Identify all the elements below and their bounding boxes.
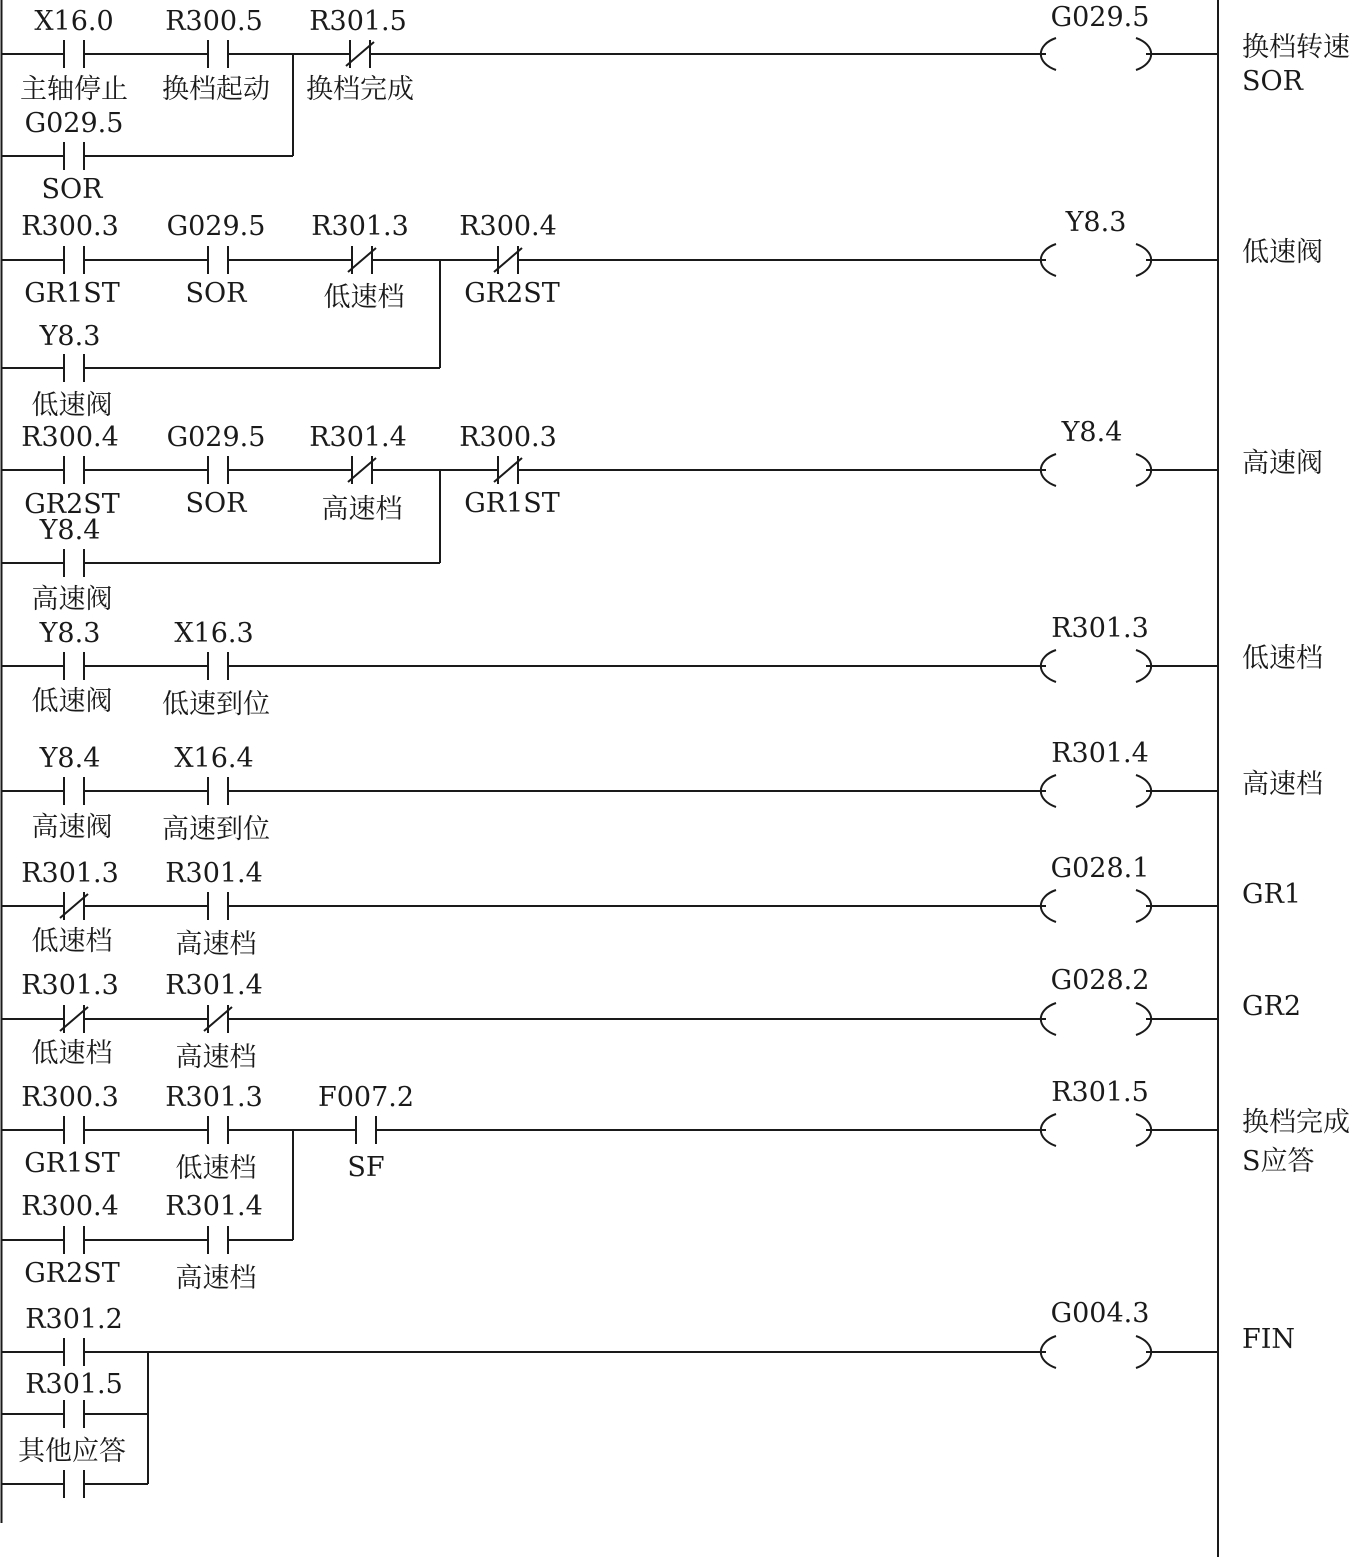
coil-address: G029.5 bbox=[1050, 2, 1150, 33]
rung-low-valve bbox=[2, 207, 1324, 421]
contact-description: GR2ST bbox=[464, 278, 560, 309]
coil bbox=[1041, 1114, 1151, 1146]
contact-description: 低速档 bbox=[323, 282, 405, 313]
coil bbox=[1041, 244, 1151, 276]
contact-address: R301.4 bbox=[165, 970, 263, 1001]
contact-address: Y8.3 bbox=[39, 321, 101, 352]
coil-address: R301.4 bbox=[1051, 738, 1149, 769]
contact-description: 低速档 bbox=[31, 926, 113, 957]
output-label: 换档转速 bbox=[1242, 32, 1350, 63]
contact-address: Y8.3 bbox=[39, 618, 101, 649]
contact-description: 低速档 bbox=[31, 1038, 113, 1069]
rung-shift-done bbox=[2, 1077, 1351, 1294]
contact-description: GR1ST bbox=[24, 278, 120, 309]
contact-no bbox=[208, 246, 228, 274]
coil-address: Y8.4 bbox=[1061, 417, 1123, 448]
contact-description: GR1ST bbox=[24, 1148, 120, 1179]
contact-no bbox=[64, 549, 84, 577]
contact-no bbox=[64, 652, 84, 680]
contact-no bbox=[208, 456, 228, 484]
contact-address: G029.5 bbox=[166, 211, 266, 242]
rung-high-valve bbox=[2, 417, 1324, 615]
contact-address: R301.3 bbox=[21, 858, 119, 889]
rung-gr2 bbox=[2, 965, 1302, 1073]
contact-no bbox=[208, 1116, 228, 1144]
coil-address: G028.1 bbox=[1050, 853, 1150, 884]
contact-address: R301.2 bbox=[25, 1304, 123, 1335]
contact-nc bbox=[494, 246, 522, 274]
contact-nc bbox=[60, 892, 88, 920]
coil bbox=[1041, 650, 1151, 682]
contact-description: GR2ST bbox=[24, 1258, 120, 1289]
coil-address: Y8.3 bbox=[1065, 207, 1127, 238]
contact-address: R300.3 bbox=[21, 211, 119, 242]
contact-description: GR1ST bbox=[464, 488, 560, 519]
contact-description: 其他应答 bbox=[18, 1436, 126, 1467]
rung-fin bbox=[2, 1298, 1296, 1498]
contact-description: SOR bbox=[41, 174, 103, 205]
output-label: GR1 bbox=[1242, 879, 1302, 910]
contact-address: G029.5 bbox=[166, 422, 266, 453]
contact-no bbox=[64, 456, 84, 484]
contact-no bbox=[64, 1226, 84, 1254]
contact-description: 低速档 bbox=[175, 1153, 257, 1184]
contact-description: 低速到位 bbox=[162, 689, 270, 720]
contact-description: 高速档 bbox=[175, 929, 257, 960]
contact-nc bbox=[348, 246, 376, 274]
output-label: 高速档 bbox=[1242, 769, 1323, 800]
contact-no bbox=[356, 1116, 376, 1144]
contact-address: R301.3 bbox=[165, 1082, 263, 1113]
coil bbox=[1041, 38, 1151, 70]
coil bbox=[1041, 1003, 1151, 1035]
output-label: 低速档 bbox=[1242, 643, 1323, 674]
contact-description: 高速档 bbox=[175, 1263, 257, 1294]
contact-description: 高速阀 bbox=[31, 812, 113, 843]
contact-no bbox=[64, 777, 84, 805]
contact-nc bbox=[348, 456, 376, 484]
contact-address: Y8.4 bbox=[39, 515, 101, 546]
contact-description: SOR bbox=[185, 488, 247, 519]
contact-address: R301.3 bbox=[21, 970, 119, 1001]
contact-address: R300.4 bbox=[21, 1191, 119, 1222]
contact-no bbox=[64, 1400, 84, 1428]
contact-address: X16.4 bbox=[174, 743, 254, 774]
contact-no bbox=[208, 892, 228, 920]
output-label: S应答 bbox=[1242, 1146, 1315, 1177]
contact-description: 换档完成 bbox=[306, 74, 414, 105]
contact-no bbox=[64, 1116, 84, 1144]
output-label: 低速阀 bbox=[1242, 237, 1323, 268]
coil-address: G028.2 bbox=[1050, 965, 1150, 996]
coil bbox=[1041, 775, 1151, 807]
contact-address: R301.5 bbox=[25, 1369, 123, 1400]
contact-address: F007.2 bbox=[317, 1082, 415, 1113]
contact-address: R301.4 bbox=[309, 422, 407, 453]
rung-gr1 bbox=[2, 853, 1302, 960]
contact-address: X16.3 bbox=[174, 618, 254, 649]
rung-high-gear bbox=[2, 738, 1324, 845]
contact-address: R300.4 bbox=[21, 422, 119, 453]
output-label: FIN bbox=[1242, 1324, 1296, 1355]
contact-description: SF bbox=[347, 1152, 385, 1183]
output-label: 换档完成 bbox=[1242, 1107, 1350, 1138]
contact-description: 高速到位 bbox=[162, 814, 270, 845]
output-label: 高速阀 bbox=[1242, 448, 1323, 479]
coil-address: G004.3 bbox=[1050, 1298, 1150, 1329]
contact-address: R301.3 bbox=[311, 211, 409, 242]
contact-nc bbox=[346, 40, 374, 68]
contact-address: R301.4 bbox=[165, 858, 263, 889]
contact-description: 主轴停止 bbox=[20, 74, 128, 105]
coil bbox=[1041, 890, 1151, 922]
rung-low-gear bbox=[2, 613, 1324, 720]
contact-nc bbox=[204, 1005, 232, 1033]
contact-address: R300.3 bbox=[21, 1082, 119, 1113]
contact-no bbox=[208, 652, 228, 680]
contact-no bbox=[64, 40, 84, 68]
contact-address: R301.4 bbox=[165, 1191, 263, 1222]
contact-no bbox=[64, 1470, 84, 1498]
contact-description: 高速档 bbox=[321, 494, 403, 525]
output-label: GR2 bbox=[1242, 991, 1302, 1022]
contact-description: GR2ST bbox=[24, 489, 120, 520]
contact-nc bbox=[60, 1005, 88, 1033]
contact-no bbox=[64, 1338, 84, 1366]
contact-no bbox=[64, 142, 84, 170]
contact-description: SOR bbox=[185, 278, 247, 309]
contact-address: R301.5 bbox=[309, 6, 407, 37]
coil-address: R301.5 bbox=[1051, 1077, 1149, 1108]
contact-description: 低速阀 bbox=[31, 390, 113, 421]
contact-no bbox=[64, 354, 84, 382]
contact-description: 高速档 bbox=[175, 1042, 257, 1073]
contact-no bbox=[208, 1226, 228, 1254]
coil bbox=[1041, 454, 1151, 486]
contact-description: 高速阀 bbox=[31, 584, 113, 615]
contact-no bbox=[208, 777, 228, 805]
contact-nc bbox=[494, 456, 522, 484]
contact-address: G029.5 bbox=[24, 108, 124, 139]
contact-address: Y8.4 bbox=[39, 743, 101, 774]
contact-address: R300.4 bbox=[459, 211, 557, 242]
contact-no bbox=[208, 40, 228, 68]
rung-sor bbox=[2, 2, 1351, 205]
contact-description: 低速阀 bbox=[31, 686, 113, 717]
contact-address: R300.5 bbox=[165, 6, 263, 37]
coil-address: R301.3 bbox=[1051, 613, 1149, 644]
coil bbox=[1041, 1336, 1151, 1368]
contact-no bbox=[64, 246, 84, 274]
output-label: SOR bbox=[1242, 66, 1303, 97]
contact-description: 换档起动 bbox=[162, 74, 270, 105]
contact-address: R300.3 bbox=[459, 422, 557, 453]
contact-address: X16.0 bbox=[34, 6, 114, 37]
